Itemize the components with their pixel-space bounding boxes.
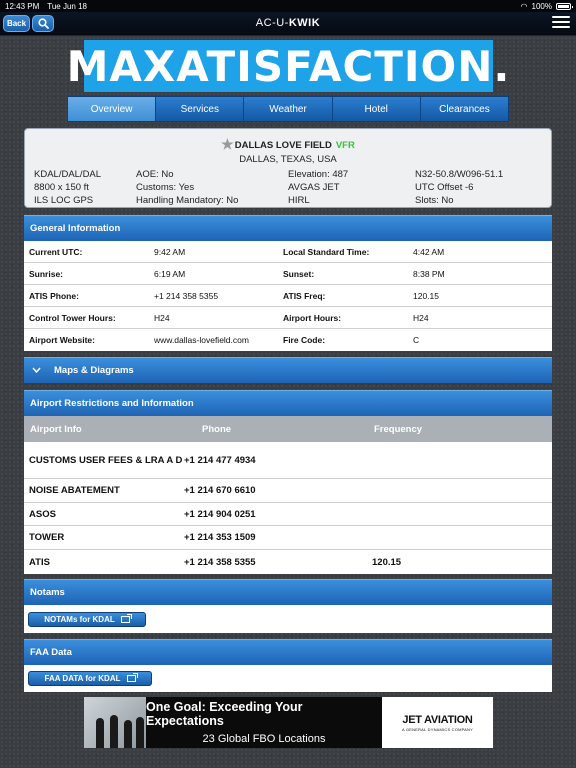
restriction-info: ATIS — [29, 556, 50, 568]
table-row — [24, 307, 552, 329]
info-value: H24 — [413, 312, 429, 323]
info-label: Sunrise: — [29, 268, 64, 279]
airport-handling: Handling Mandatory: No — [136, 195, 239, 206]
airport-runway: 8800 x 150 ft — [34, 182, 89, 193]
info-label: Local Standard Time: — [283, 246, 370, 257]
table-row[interactable] — [24, 479, 552, 503]
airport-summary-card — [24, 128, 552, 208]
ad-logo-text: JET AVIATION — [402, 713, 473, 726]
restriction-phone[interactable]: +1 214 358 5355 — [184, 556, 256, 568]
info-value: 9:42 AM — [154, 246, 186, 257]
table-row — [24, 241, 552, 263]
maps-diagrams-header[interactable] — [24, 357, 552, 383]
table-row — [24, 263, 552, 285]
restriction-info: ASOS — [29, 508, 56, 520]
status-time: 12:43 PM — [5, 1, 40, 11]
info-label: Fire Code: — [283, 335, 326, 345]
restriction-phone[interactable]: +1 214 904 0251 — [184, 508, 256, 520]
tab-overview[interactable]: Overview — [68, 97, 156, 121]
airport-customs: Customs: Yes — [136, 182, 195, 193]
ad-photo — [84, 697, 146, 748]
favorite-star-icon[interactable]: ★ — [221, 136, 234, 152]
tab-bar — [67, 96, 509, 122]
airport-elevation: Elevation: 487 — [288, 169, 349, 180]
notams-button[interactable] — [28, 612, 146, 627]
restriction-phone[interactable]: +1 214 477 4934 — [184, 454, 256, 466]
tab-hotel[interactable]: Hotel — [333, 97, 421, 121]
table-row[interactable] — [24, 442, 552, 479]
airport-identifiers: KDAL/DAL/DAL — [34, 169, 102, 180]
ad-logo — [382, 697, 493, 748]
info-label: ATIS Freq: — [283, 290, 326, 301]
airport-coordinates: N32-50.8/W096-51.1 — [415, 169, 504, 180]
info-label: Airport Hours: — [283, 312, 342, 323]
info-label: Current UTC: — [29, 246, 83, 257]
app-title-bold: KWIK — [288, 17, 321, 29]
battery-percent: 100% — [531, 1, 552, 11]
airport-slots: Slots: No — [415, 195, 454, 206]
faa-data-button-label: FAA DATA for KDAL — [44, 674, 121, 683]
airport-website-link[interactable]: www.dallas-lovefield.com — [154, 335, 249, 345]
airport-detail-row — [34, 181, 541, 194]
airport-fuel: AVGAS JET — [288, 182, 340, 193]
battery-icon — [556, 3, 571, 10]
restrictions-header[interactable]: Airport Restrictions and Information — [24, 390, 552, 416]
table-row — [24, 329, 552, 351]
flight-rules-badge: VFR — [335, 140, 355, 151]
column-header: Airport Info — [30, 423, 82, 435]
table-row[interactable] — [24, 550, 552, 574]
restriction-phone[interactable]: +1 214 353 1509 — [184, 532, 256, 543]
maps-diagrams-title: Maps & Diagrams — [54, 365, 134, 376]
info-value: 6:19 AM — [154, 268, 186, 279]
faa-data-button[interactable] — [28, 671, 152, 686]
notams-header[interactable]: Notams — [24, 579, 552, 605]
info-value: 4:42 AM — [413, 246, 445, 257]
info-value: 8:38 PM — [413, 268, 445, 279]
airport-details — [34, 168, 541, 207]
restriction-info: CUSTOMS USER FEES & LRA A D — [29, 454, 183, 466]
restriction-phone[interactable]: +1 214 670 6610 — [184, 485, 256, 496]
info-value: H24 — [154, 312, 170, 323]
nav-bar — [0, 12, 576, 36]
faa-data-header[interactable]: FAA Data — [24, 639, 552, 665]
column-header: Phone — [202, 423, 232, 435]
restrictions-column-headers — [24, 416, 552, 442]
general-info-table — [24, 241, 552, 351]
notams-button-label: NOTAMs for KDAL — [44, 615, 115, 624]
atis-phone-link[interactable]: +1 214 358 5355 — [154, 290, 219, 301]
airport-detail-row — [34, 168, 541, 181]
info-value: C — [413, 335, 420, 345]
back-button[interactable]: Back — [3, 15, 30, 32]
info-label: Control Tower Hours: — [29, 312, 116, 323]
brand-banner[interactable]: MAXATISFACTION. — [66, 41, 511, 91]
app-title-prefix: AC-U- — [255, 17, 289, 29]
airport-lighting: HIRL — [288, 195, 310, 206]
wifi-icon: ◠ — [520, 1, 528, 11]
airport-detail-row — [34, 194, 541, 207]
info-label: Airport Website: — [29, 335, 95, 345]
status-right — [521, 2, 571, 11]
airport-city: DALLAS, TEXAS, USA — [239, 154, 337, 165]
restriction-info: TOWER — [29, 532, 65, 543]
info-label: Sunset: — [283, 268, 315, 279]
restriction-info: NOISE ABATEMENT — [29, 485, 120, 496]
tab-services[interactable]: Services — [156, 97, 244, 121]
info-value: 120.15 — [413, 290, 439, 301]
info-label: ATIS Phone: — [29, 290, 79, 301]
status-bar — [0, 0, 576, 12]
airport-approaches: ILS LOC GPS — [34, 195, 94, 206]
ad-text — [146, 697, 382, 748]
airport-name-line — [25, 136, 551, 153]
column-header: Frequency — [374, 423, 423, 435]
restrictions-table — [24, 416, 552, 574]
airport-aoe: AOE: No — [136, 169, 174, 180]
menu-icon[interactable] — [552, 16, 570, 31]
app-title — [0, 17, 576, 29]
advertisement-banner[interactable] — [84, 697, 493, 748]
table-row[interactable] — [24, 526, 552, 550]
table-row[interactable] — [24, 503, 552, 526]
chevron-down-icon — [32, 365, 41, 376]
airport-name: DALLAS LOVE FIELD — [234, 140, 332, 151]
airport-utc-offset: UTC Offset -6 — [415, 182, 474, 193]
status-date: Tue Jun 18 — [47, 1, 87, 11]
external-link-icon — [121, 616, 130, 623]
tab-weather[interactable]: Weather — [244, 97, 332, 121]
ad-subline: 23 Global FBO Locations — [202, 733, 326, 745]
restriction-frequency: 120.15 — [372, 556, 402, 568]
general-info-header[interactable]: General Information — [24, 215, 552, 241]
external-link-icon — [127, 675, 136, 682]
ad-logo-subtext: A GENERAL DYNAMICS COMPANY — [402, 726, 473, 732]
tab-clearances[interactable]: Clearances — [421, 97, 508, 121]
ad-headline: One Goal: Exceeding Your Expectations — [146, 700, 303, 728]
table-row — [24, 285, 552, 307]
